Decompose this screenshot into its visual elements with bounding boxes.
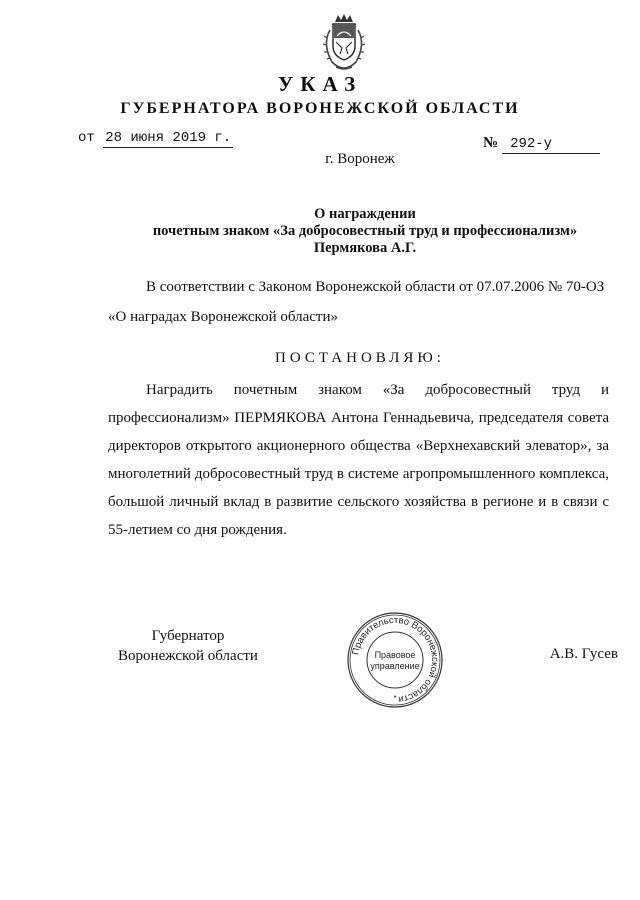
official-seal-icon [345, 610, 445, 710]
decree-subject [0, 206, 640, 257]
decree-paragraph: Наградить почетным знаком «За добросовестный труд и профессионализм» ПЕРМЯКОВА Антона Геннадьевича, председателя совета директоров открытого акционерного общества «Верхнехавский элеватор», за многолетний добросовестный труд в системе агропромышленного комплекса, большой личный вклад в развитие сельского хозяйства в регионе и в связи с 55-летием со дня рождения. [108, 382, 609, 538]
date-value: 28 июня 2019 г. [105, 130, 232, 146]
decree-word: ПОСТАНОВЛЯЮ: [275, 350, 445, 366]
signatory-position [108, 626, 268, 666]
seal-ring-text: Правительство Воронежской области [350, 614, 441, 705]
document-subtitle: ГУБЕРНАТОРА ВОРОНЕЖСКОЙ ОБЛАСТИ [120, 100, 520, 117]
seal-center-line-2: управление [370, 661, 420, 671]
subject-line-1: О награждении [314, 206, 416, 222]
subject-line-2: почетным знаком «За добросовестный труд и профессионализм» [152, 223, 578, 239]
city: г. Воронеж [325, 151, 395, 167]
signatory-name: А.В. Гусев [549, 646, 618, 662]
coat-of-arms-icon [318, 12, 370, 72]
decree-date [78, 130, 233, 148]
position-line-2: Воронежской области [118, 648, 258, 664]
number-sign: № [483, 135, 499, 151]
position-line-1: Губернатор [151, 628, 225, 644]
seal-star: * [393, 694, 397, 703]
subject-line-3: Пермякова А.Г. [313, 240, 417, 256]
number-value: 292-у [502, 136, 600, 154]
seal-center-line-1: Правовое [374, 650, 416, 660]
preamble-paragraph: В соответствии с Законом Воронежской области от 07.07.2006 № 70-ОЗ «О наградах Воронежской области» [108, 279, 605, 325]
date-prefix: от [78, 130, 95, 146]
document-title: УКАЗ [277, 72, 363, 96]
